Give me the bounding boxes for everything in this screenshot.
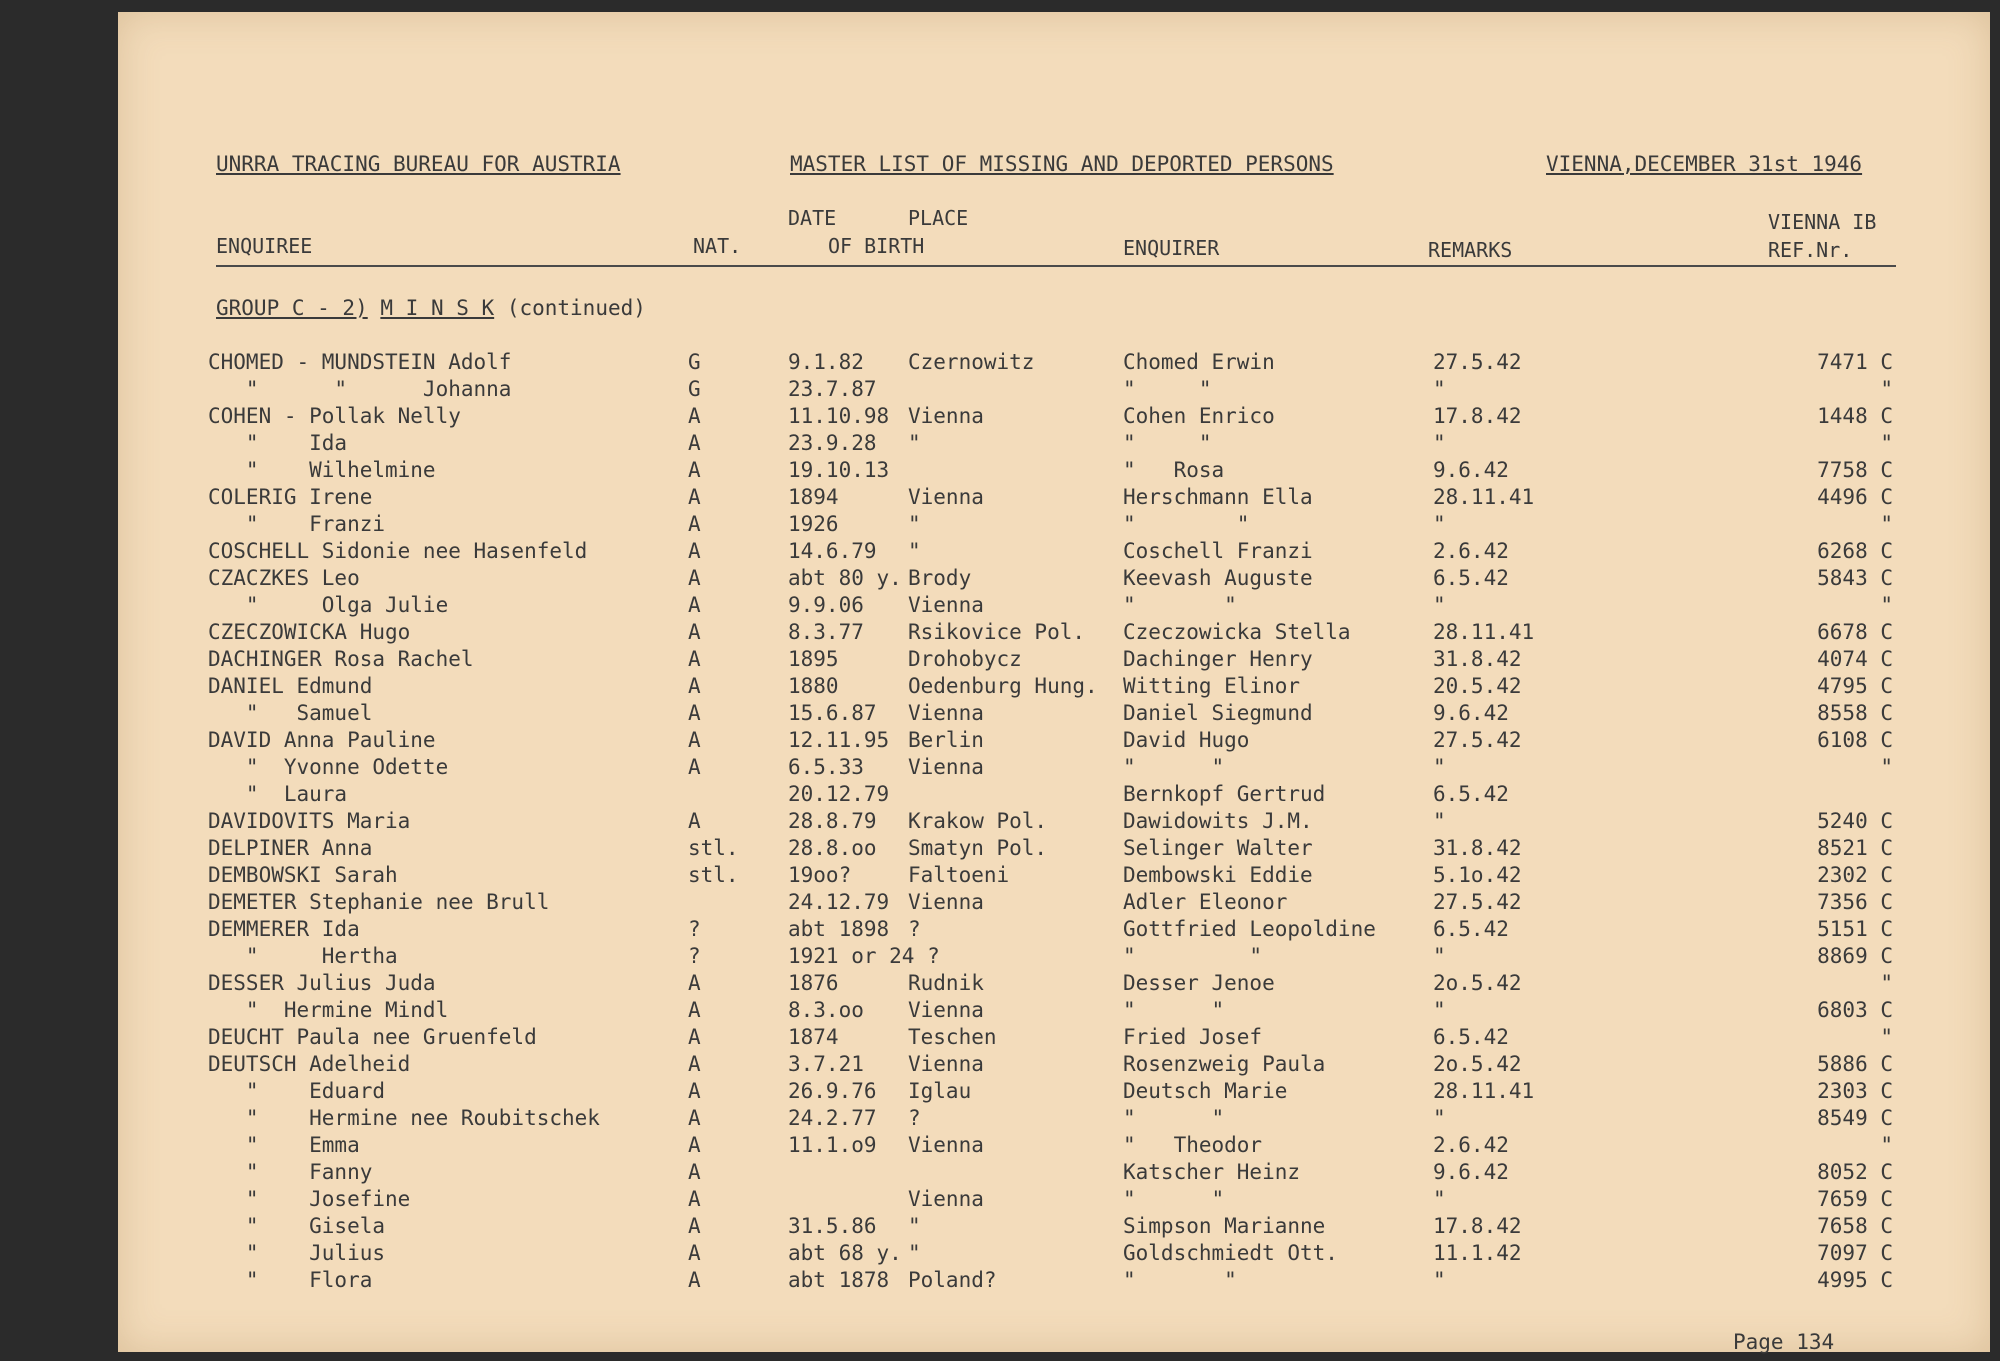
- cell-remarks: 9.6.42: [1433, 701, 1509, 725]
- cell-nat: A: [688, 512, 701, 536]
- cell-nat: A: [688, 1106, 701, 1130]
- table-row: [118, 1052, 1990, 1079]
- cell-name: DESSER Julius Juda: [208, 971, 436, 995]
- col-ref-line1: VIENNA IB: [1768, 210, 1877, 234]
- cell-name: " Fanny: [208, 1160, 373, 1184]
- cell-enquirer: David Hugo: [1123, 728, 1250, 752]
- cell-name: DEUCHT Paula nee Gruenfeld: [208, 1025, 537, 1049]
- cell-name: " Hermine Mindl: [208, 998, 449, 1022]
- cell-date: 11.10.98: [788, 404, 890, 428]
- table-row: [118, 674, 1990, 701]
- cell-remarks: 20.5.42: [1433, 674, 1522, 698]
- cell-name: DACHINGER Rosa Rachel: [208, 647, 474, 671]
- table-row: [118, 539, 1990, 566]
- cell-name: " Ida: [208, 431, 348, 455]
- cell-place: Brody: [908, 566, 972, 590]
- cell-date: 26.9.76: [788, 1079, 877, 1103]
- cell-ref: 8558 C: [1817, 701, 1893, 725]
- table-row: [118, 1241, 1990, 1268]
- cell-ref: 4995 C: [1817, 1268, 1893, 1292]
- cell-enquirer: " ": [1123, 431, 1212, 455]
- cell-nat: A: [688, 755, 701, 779]
- cell-remarks: 31.8.42: [1433, 647, 1522, 671]
- cell-name: CHOMED - MUNDSTEIN Adolf: [208, 350, 512, 374]
- cell-remarks: 6.5.42: [1433, 782, 1509, 806]
- cell-date: 1921 or 24 ?: [788, 944, 940, 968]
- cell-name: COLERIG Irene: [208, 485, 373, 509]
- cell-ref: 5151 C: [1817, 917, 1893, 941]
- cell-place: Iglau: [908, 1079, 972, 1103]
- cell-enquirer: Adler Eleonor: [1123, 890, 1288, 914]
- place-date: VIENNA,DECEMBER 31st 1946: [1546, 152, 1863, 176]
- cell-enquirer: " ": [1123, 512, 1250, 536]
- cell-enquirer: Dachinger Henry: [1123, 647, 1313, 671]
- cell-date: 9.1.82: [788, 350, 864, 374]
- cell-nat: A: [688, 701, 701, 725]
- cell-nat: A: [688, 1214, 701, 1238]
- cell-date: 28.8.79: [788, 809, 877, 833]
- cell-place: ?: [908, 917, 921, 941]
- table-row: [118, 728, 1990, 755]
- table-row: [118, 485, 1990, 512]
- page-number: Page 134: [1733, 1330, 1835, 1354]
- cell-enquirer: Gottfried Leopoldine: [1123, 917, 1376, 941]
- cell-name: " Flora: [208, 1268, 373, 1292]
- table-row: [118, 998, 1990, 1025]
- cell-ref: 7356 C: [1817, 890, 1893, 914]
- cell-name: DANIEL Edmund: [208, 674, 373, 698]
- group-note: (continued): [506, 296, 646, 320]
- cell-nat: A: [688, 1160, 701, 1184]
- cell-nat: A: [688, 971, 701, 995]
- cell-nat: A: [688, 1052, 701, 1076]
- col-enquiree: ENQUIREE: [216, 234, 313, 258]
- table-row: [118, 566, 1990, 593]
- cell-place: Vienna: [908, 701, 984, 725]
- cell-enquirer: Czeczowicka Stella: [1123, 620, 1351, 644]
- document-title: MASTER LIST OF MISSING AND DEPORTED PERSONS: [790, 152, 1334, 176]
- cell-enquirer: Dembowski Eddie: [1123, 863, 1313, 887]
- cell-remarks: 5.1o.42: [1433, 863, 1522, 887]
- cell-date: 6.5.33: [788, 755, 864, 779]
- cell-enquirer: " ": [1123, 944, 1263, 968]
- cell-nat: A: [688, 485, 701, 509]
- cell-name: " Josefine: [208, 1187, 411, 1211]
- cell-place: Vienna: [908, 485, 984, 509]
- table-row: [118, 944, 1990, 971]
- cell-enquirer: Dawidowits J.M.: [1123, 809, 1313, 833]
- table-row: [118, 620, 1990, 647]
- cell-ref: ": [1880, 512, 1893, 536]
- table-row: [118, 971, 1990, 998]
- table-row: [118, 809, 1990, 836]
- cell-remarks: 2o.5.42: [1433, 971, 1522, 995]
- col-nat: NAT.: [693, 234, 742, 258]
- cell-place: ?: [908, 1106, 921, 1130]
- col-date: DATE: [788, 206, 837, 230]
- cell-date: abt 1878: [788, 1268, 890, 1292]
- cell-place: Rudnik: [908, 971, 984, 995]
- cell-date: 15.6.87: [788, 701, 877, 725]
- organization-header: UNRRA TRACING BUREAU FOR AUSTRIA: [216, 152, 621, 176]
- table-row: [118, 1025, 1990, 1052]
- cell-name: " Eduard: [208, 1079, 386, 1103]
- table-row: [118, 890, 1990, 917]
- col-ref-line2: REF.Nr.: [1768, 238, 1853, 262]
- table-row: [118, 647, 1990, 674]
- cell-remarks: ": [1433, 593, 1446, 617]
- cell-nat: A: [688, 1241, 701, 1265]
- cell-ref: 5886 C: [1817, 1052, 1893, 1076]
- cell-date: 1876: [788, 971, 839, 995]
- cell-date: 8.3.oo: [788, 998, 864, 1022]
- cell-name: CZACZKES Leo: [208, 566, 360, 590]
- cell-place: Rsikovice Pol.: [908, 620, 1086, 644]
- cell-remarks: 17.8.42: [1433, 404, 1522, 428]
- cell-ref: 5240 C: [1817, 809, 1893, 833]
- cell-place: Vienna: [908, 1052, 984, 1076]
- cell-remarks: 31.8.42: [1433, 836, 1522, 860]
- cell-ref: 7471 C: [1817, 350, 1893, 374]
- cell-place: ": [908, 431, 921, 455]
- cell-remarks: 6.5.42: [1433, 917, 1509, 941]
- cell-enquirer: Daniel Siegmund: [1123, 701, 1313, 725]
- cell-remarks: ": [1433, 512, 1446, 536]
- table-row: [118, 755, 1990, 782]
- cell-remarks: 6.5.42: [1433, 1025, 1509, 1049]
- cell-ref: 8052 C: [1817, 1160, 1893, 1184]
- cell-enquirer: Coschell Franzi: [1123, 539, 1313, 563]
- entry-list: [118, 350, 1990, 1295]
- cell-ref: 4496 C: [1817, 485, 1893, 509]
- cell-date: 3.7.21: [788, 1052, 864, 1076]
- cell-enquirer: " ": [1123, 1106, 1225, 1130]
- cell-ref: 7758 C: [1817, 458, 1893, 482]
- cell-date: 1926: [788, 512, 839, 536]
- cell-ref: 4795 C: [1817, 674, 1893, 698]
- cell-enquirer: Deutsch Marie: [1123, 1079, 1288, 1103]
- cell-enquirer: Selinger Walter: [1123, 836, 1313, 860]
- cell-date: 28.8.oo: [788, 836, 877, 860]
- cell-nat: A: [688, 1025, 701, 1049]
- cell-place: ": [908, 1241, 921, 1265]
- cell-place: Smatyn Pol.: [908, 836, 1048, 860]
- cell-enquirer: Fried Josef: [1123, 1025, 1263, 1049]
- table-row: [118, 1079, 1990, 1106]
- cell-enquirer: " ": [1123, 755, 1225, 779]
- cell-remarks: 27.5.42: [1433, 890, 1522, 914]
- header-rule: [216, 265, 1896, 267]
- cell-date: 11.1.o9: [788, 1133, 877, 1157]
- cell-remarks: 27.5.42: [1433, 350, 1522, 374]
- table-row: [118, 1187, 1990, 1214]
- cell-date: 8.3.77: [788, 620, 864, 644]
- cell-enquirer: Cohen Enrico: [1123, 404, 1275, 428]
- cell-name: COHEN - Pollak Nelly: [208, 404, 461, 428]
- cell-name: DELPINER Anna: [208, 836, 373, 860]
- cell-ref: 6803 C: [1817, 998, 1893, 1022]
- cell-remarks: 2.6.42: [1433, 539, 1509, 563]
- cell-date: 14.6.79: [788, 539, 877, 563]
- cell-enquirer: Simpson Marianne: [1123, 1214, 1326, 1238]
- cell-enquirer: Goldschmiedt Ott.: [1123, 1241, 1338, 1265]
- table-row: [118, 782, 1990, 809]
- cell-name: " Hermine nee Roubitschek: [208, 1106, 600, 1130]
- cell-place: Vienna: [908, 404, 984, 428]
- cell-enquirer: " ": [1123, 998, 1225, 1022]
- cell-nat: A: [688, 1268, 701, 1292]
- col-enquirer: ENQUIRER: [1123, 236, 1220, 260]
- table-row: [118, 593, 1990, 620]
- cell-ref: ": [1880, 1025, 1893, 1049]
- cell-enquirer: " ": [1123, 593, 1237, 617]
- cell-remarks: ": [1433, 431, 1446, 455]
- cell-nat: A: [688, 593, 701, 617]
- cell-remarks: ": [1433, 1187, 1446, 1211]
- cell-nat: A: [688, 998, 701, 1022]
- table-row: [118, 701, 1990, 728]
- table-row: [118, 431, 1990, 458]
- cell-enquirer: Witting Elinor: [1123, 674, 1301, 698]
- cell-nat: A: [688, 539, 701, 563]
- cell-ref: ": [1880, 1133, 1893, 1157]
- cell-nat: A: [688, 458, 701, 482]
- cell-remarks: ": [1433, 1268, 1446, 1292]
- cell-nat: ?: [688, 944, 701, 968]
- cell-ref: 6108 C: [1817, 728, 1893, 752]
- cell-date: abt 80 y.: [788, 566, 902, 590]
- cell-name: " Yvonne Odette: [208, 755, 449, 779]
- cell-name: " Hertha: [208, 944, 398, 968]
- cell-name: " Olga Julie: [208, 593, 449, 617]
- cell-nat: ?: [688, 917, 701, 941]
- cell-name: DEMBOWSKI Sarah: [208, 863, 398, 887]
- cell-enquirer: Bernkopf Gertrud: [1123, 782, 1326, 806]
- cell-enquirer: " Rosa: [1123, 458, 1225, 482]
- cell-ref: ": [1880, 431, 1893, 455]
- cell-ref: 7097 C: [1817, 1241, 1893, 1265]
- table-row: [118, 458, 1990, 485]
- cell-remarks: 9.6.42: [1433, 458, 1509, 482]
- cell-date: 31.5.86: [788, 1214, 877, 1238]
- cell-enquirer: Chomed Erwin: [1123, 350, 1275, 374]
- cell-place: Faltoeni: [908, 863, 1010, 887]
- cell-remarks: ": [1433, 377, 1446, 401]
- cell-nat: stl.: [688, 863, 739, 887]
- group-heading: [216, 296, 646, 320]
- cell-name: " " Johanna: [208, 377, 512, 401]
- cell-ref: ": [1880, 593, 1893, 617]
- cell-date: 1894: [788, 485, 839, 509]
- cell-remarks: 6.5.42: [1433, 566, 1509, 590]
- cell-nat: A: [688, 809, 701, 833]
- cell-remarks: 28.11.41: [1433, 620, 1535, 644]
- table-row: [118, 1160, 1990, 1187]
- cell-remarks: 2.6.42: [1433, 1133, 1509, 1157]
- cell-nat: A: [688, 1187, 701, 1211]
- cell-date: 24.2.77: [788, 1106, 877, 1130]
- table-row: [118, 404, 1990, 431]
- cell-enquirer: Rosenzweig Paula: [1123, 1052, 1326, 1076]
- table-row: [118, 836, 1990, 863]
- cell-place: Teschen: [908, 1025, 997, 1049]
- cell-ref: 5843 C: [1817, 566, 1893, 590]
- cell-place: Oedenburg Hung.: [908, 674, 1098, 698]
- cell-ref: ": [1880, 971, 1893, 995]
- cell-enquirer: " Theodor: [1123, 1133, 1263, 1157]
- table-row: [118, 377, 1990, 404]
- cell-place: Berlin: [908, 728, 984, 752]
- table-row: [118, 1133, 1990, 1160]
- document-page: [118, 12, 1990, 1352]
- cell-nat: A: [688, 404, 701, 428]
- cell-date: 23.7.87: [788, 377, 877, 401]
- cell-name: DEMETER Stephanie nee Brull: [208, 890, 550, 914]
- cell-place: Czernowitz: [908, 350, 1035, 374]
- cell-date: 24.12.79: [788, 890, 890, 914]
- cell-date: abt 68 y.: [788, 1241, 902, 1265]
- table-row: [118, 350, 1990, 377]
- cell-date: 12.11.95: [788, 728, 890, 752]
- table-row: [118, 1214, 1990, 1241]
- cell-ref: 8521 C: [1817, 836, 1893, 860]
- cell-nat: G: [688, 350, 701, 374]
- cell-ref: 7659 C: [1817, 1187, 1893, 1211]
- cell-date: 19oo?: [788, 863, 852, 887]
- cell-place: ": [908, 1214, 921, 1238]
- cell-place: ": [908, 539, 921, 563]
- table-row: [118, 1268, 1990, 1295]
- cell-nat: A: [688, 1133, 701, 1157]
- cell-nat: A: [688, 647, 701, 671]
- cell-place: Drohobycz: [908, 647, 1022, 671]
- cell-date: 19.10.13: [788, 458, 890, 482]
- cell-date: 1880: [788, 674, 839, 698]
- cell-date: 20.12.79: [788, 782, 890, 806]
- cell-enquirer: " ": [1123, 1268, 1237, 1292]
- cell-name: " Emma: [208, 1133, 360, 1157]
- cell-date: 1895: [788, 647, 839, 671]
- cell-enquirer: Desser Jenoe: [1123, 971, 1275, 995]
- cell-name: " Laura: [208, 782, 348, 806]
- cell-remarks: ": [1433, 998, 1446, 1022]
- cell-name: " Samuel: [208, 701, 373, 725]
- cell-nat: A: [688, 1079, 701, 1103]
- table-row: [118, 512, 1990, 539]
- cell-ref: 6268 C: [1817, 539, 1893, 563]
- cell-nat: G: [688, 377, 701, 401]
- cell-remarks: 9.6.42: [1433, 1160, 1509, 1184]
- cell-place: Vienna: [908, 998, 984, 1022]
- col-remarks: REMARKS: [1428, 238, 1513, 262]
- table-row: [118, 1106, 1990, 1133]
- cell-ref: 1448 C: [1817, 404, 1893, 428]
- cell-place: Vienna: [908, 755, 984, 779]
- cell-name: DEUTSCH Adelheid: [208, 1052, 411, 1076]
- group-city: M I N S K: [380, 296, 495, 320]
- cell-name: " Julius: [208, 1241, 386, 1265]
- table-row: [118, 863, 1990, 890]
- cell-enquirer: Herschmann Ella: [1123, 485, 1313, 509]
- cell-name: DAVIDOVITS Maria: [208, 809, 411, 833]
- cell-remarks: 27.5.42: [1433, 728, 1522, 752]
- cell-ref: 2302 C: [1817, 863, 1893, 887]
- cell-remarks: ": [1433, 944, 1446, 968]
- cell-nat: stl.: [688, 836, 739, 860]
- cell-name: " Wilhelmine: [208, 458, 436, 482]
- cell-remarks: 28.11.41: [1433, 1079, 1535, 1103]
- cell-remarks: 2o.5.42: [1433, 1052, 1522, 1076]
- cell-remarks: ": [1433, 1106, 1446, 1130]
- cell-enquirer: Keevash Auguste: [1123, 566, 1313, 590]
- cell-date: abt 1898: [788, 917, 890, 941]
- cell-remarks: 28.11.41: [1433, 485, 1535, 509]
- cell-ref: ": [1880, 755, 1893, 779]
- cell-ref: 6678 C: [1817, 620, 1893, 644]
- cell-remarks: ": [1433, 755, 1446, 779]
- cell-remarks: 11.1.42: [1433, 1241, 1522, 1265]
- cell-ref: 8869 C: [1817, 944, 1893, 968]
- cell-place: Poland?: [908, 1268, 997, 1292]
- cell-enquirer: " ": [1123, 1187, 1225, 1211]
- cell-date: 9.9.06: [788, 593, 864, 617]
- table-row: [118, 917, 1990, 944]
- cell-name: " Gisela: [208, 1214, 386, 1238]
- col-of-birth: OF BIRTH: [828, 234, 925, 258]
- cell-enquirer: Katscher Heinz: [1123, 1160, 1301, 1184]
- cell-place: Vienna: [908, 890, 984, 914]
- cell-ref: 2303 C: [1817, 1079, 1893, 1103]
- cell-ref: 4074 C: [1817, 647, 1893, 671]
- cell-ref: ": [1880, 377, 1893, 401]
- cell-nat: A: [688, 728, 701, 752]
- cell-place: Vienna: [908, 593, 984, 617]
- cell-enquirer: " ": [1123, 377, 1212, 401]
- cell-ref: 8549 C: [1817, 1106, 1893, 1130]
- cell-nat: A: [688, 620, 701, 644]
- cell-ref: 7658 C: [1817, 1214, 1893, 1238]
- cell-name: " Franzi: [208, 512, 386, 536]
- cell-date: 23.9.28: [788, 431, 877, 455]
- cell-nat: A: [688, 674, 701, 698]
- cell-name: COSCHELL Sidonie nee Hasenfeld: [208, 539, 588, 563]
- col-place: PLACE: [908, 206, 969, 230]
- cell-place: ": [908, 512, 921, 536]
- cell-place: Vienna: [908, 1187, 984, 1211]
- cell-date: 1874: [788, 1025, 839, 1049]
- cell-name: DAVID Anna Pauline: [208, 728, 436, 752]
- cell-place: Vienna: [908, 1133, 984, 1157]
- cell-remarks: ": [1433, 809, 1446, 833]
- cell-place: Krakow Pol.: [908, 809, 1048, 833]
- cell-name: CZECZOWICKA Hugo: [208, 620, 411, 644]
- cell-remarks: 17.8.42: [1433, 1214, 1522, 1238]
- cell-nat: A: [688, 431, 701, 455]
- cell-nat: A: [688, 566, 701, 590]
- cell-name: DEMMERER Ida: [208, 917, 360, 941]
- group-label: GROUP C - 2): [216, 296, 368, 320]
